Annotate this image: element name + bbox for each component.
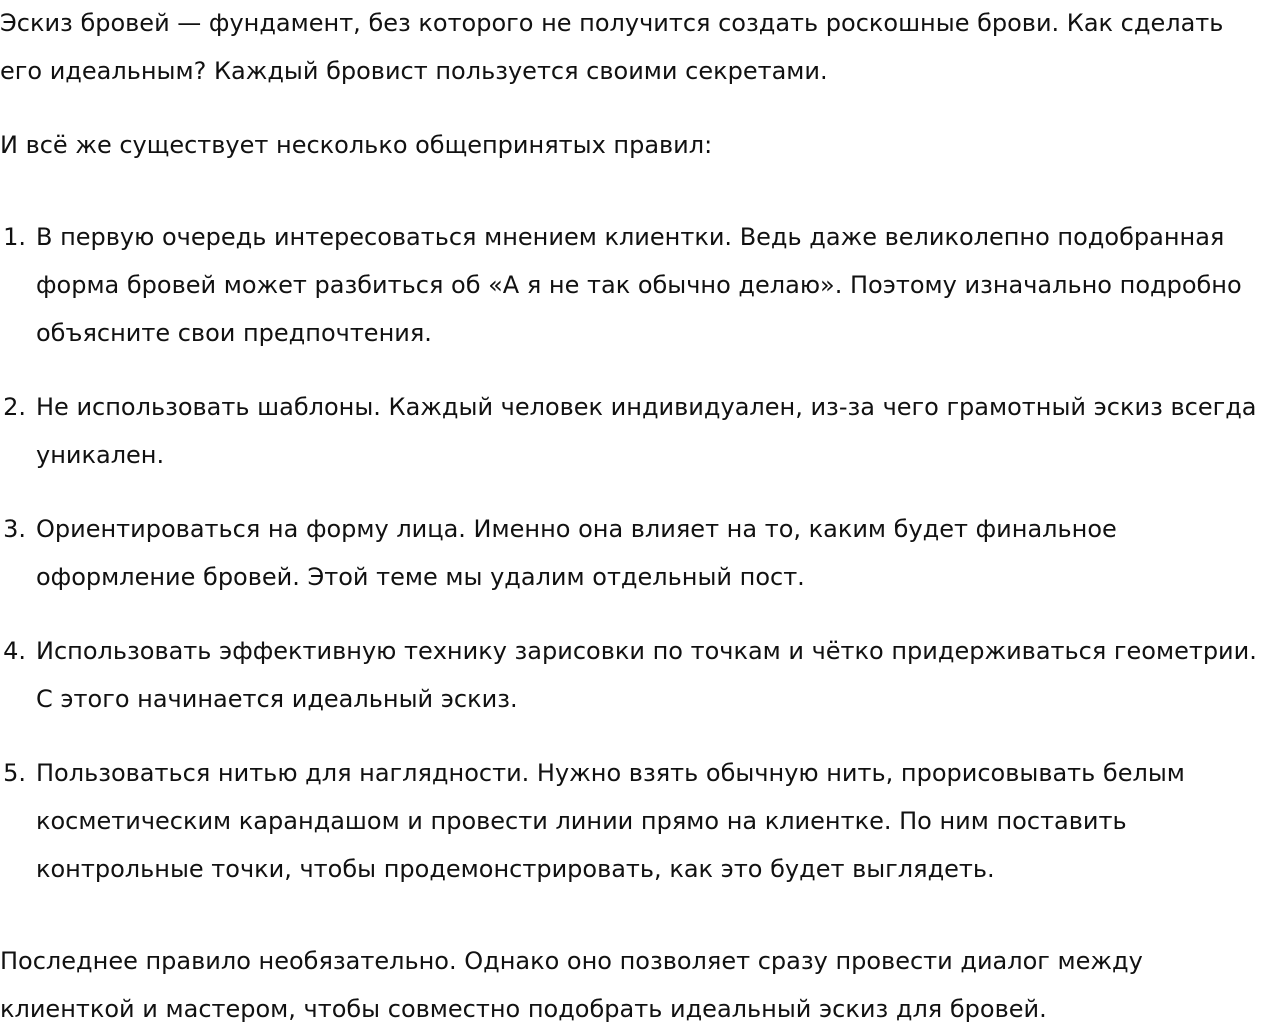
list-item <box>3 749 1270 893</box>
outro-paragraph: Последнее правило необязательно. Однако оно позволяет сразу провести диалог между клиенткой и мастером, чтобы совместно подобрать идеальный эскиз для бровей. <box>0 947 1143 1023</box>
list-item-text: Не использовать шаблоны. Каждый человек индивидуален, из-за чего грамотный эскиз всегда уникален. <box>36 393 1257 469</box>
list-item <box>3 505 1270 601</box>
list-item <box>3 213 1270 357</box>
list-item-number: 5. <box>3 759 26 787</box>
list-item-text: Ориентироваться на форму лица. Именно она влияет на то, каким будет финальное оформление бровей. Этой теме мы удалим отдельный пост. <box>36 515 1117 591</box>
intro-paragraph: Эскиз бровей — фундамент, без которого не получится создать роскошные брови. Как сделать его идеальным? Каждый бровист пользуется своими секретами. <box>0 9 1224 85</box>
list-item-number: 4. <box>3 637 26 665</box>
list-item-number: 1. <box>3 223 26 251</box>
list-item <box>3 383 1270 479</box>
list-item <box>3 627 1270 723</box>
rules-list <box>0 213 1270 893</box>
lead-in-paragraph: И всё же существует несколько общепринятых правил: <box>0 131 713 159</box>
list-item-text: Использовать эффективную технику зарисовки по точкам и чётко придерживаться геометрии. С этого начинается идеальный эскиз. <box>36 637 1257 713</box>
list-item-number: 2. <box>3 393 26 421</box>
list-item-text: Пользоваться нитью для наглядности. Нужно взять обычную нить, прорисовывать белым косметическим карандашом и провести линии прямо на клиентке. По ним поставить контрольные точки, чтобы продемонстрировать, как это будет выглядеть. <box>36 759 1185 883</box>
list-item-number: 3. <box>3 515 26 543</box>
list-item-text: В первую очередь интересоваться мнением клиентки. Ведь даже великолепно подобранная форма бровей может разбиться об «А я не так обычно делаю». Поэтому изначально подробно объясните свои предпочтения. <box>36 223 1242 347</box>
